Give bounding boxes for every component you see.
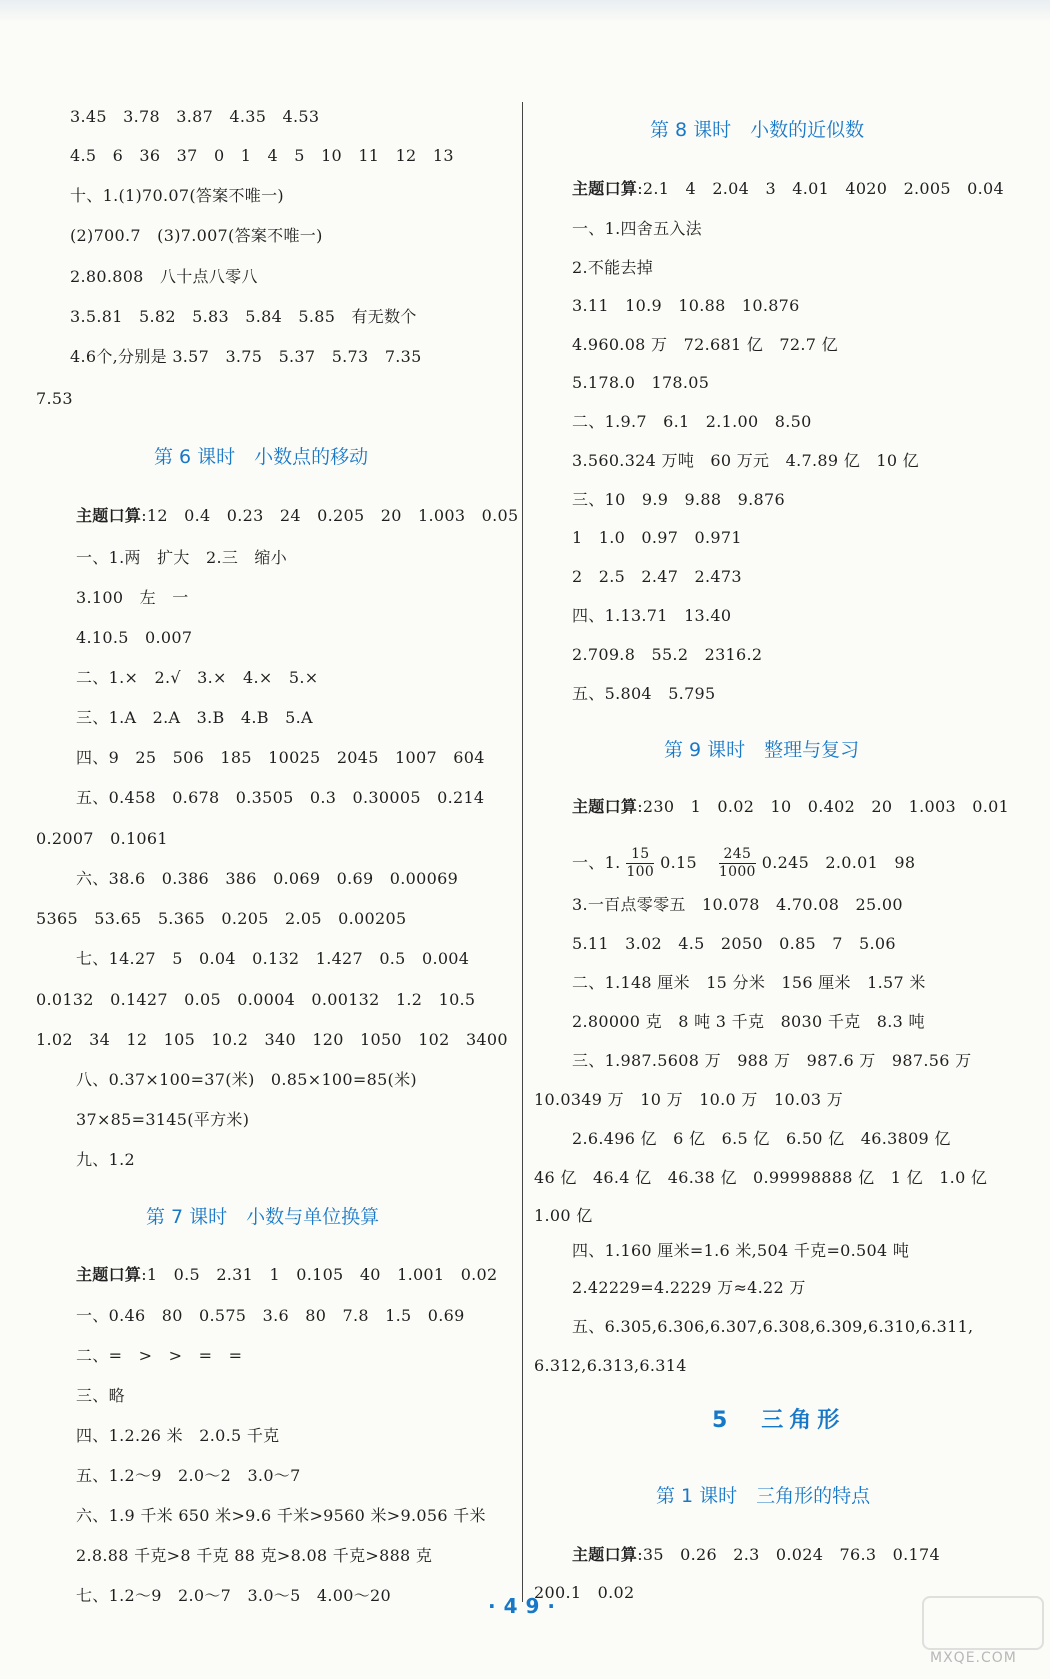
answer-line: 三、1.A 2.A 3.B 4.B 5.A xyxy=(76,708,313,727)
answer-line: 4.6个,分别是 3.57 3.75 5.37 5.73 7.35 xyxy=(70,347,422,366)
lesson-6-heading: 第 6 课时 小数点的移动 xyxy=(154,446,369,468)
answer-line: 3.100 左 一 xyxy=(76,588,189,607)
answer-line: 四、1.2.26 米 2.0.5 千克 xyxy=(76,1426,280,1445)
answer-line: 0.0132 0.1427 0.05 0.0004 0.00132 1.2 10.5 xyxy=(36,990,476,1009)
fraction-answer-line xyxy=(572,846,915,881)
answer-line: 5.11 3.02 4.5 2050 0.85 7 5.06 xyxy=(572,934,896,953)
answer-line: 3.11 10.9 10.88 10.876 xyxy=(572,296,800,315)
answer-line: 37×85=3145(平方米) xyxy=(76,1110,250,1129)
answer-line: 五、5.804 5.795 xyxy=(572,684,716,703)
answer-line: 一、1.四舍五入法 xyxy=(572,219,702,238)
answer-line: 二、= > > = = xyxy=(76,1346,243,1365)
lesson-1-heading: 第 1 课时 三角形的特点 xyxy=(656,1485,871,1507)
answer-line: 三、略 xyxy=(76,1386,125,1405)
fraction-denominator: 100 xyxy=(626,864,655,880)
column-divider xyxy=(522,102,523,1602)
kousuan-label: 主题口算 xyxy=(572,179,638,198)
answer-line: 主题口算:230 1 0.02 10 0.402 20 1.003 0.01 xyxy=(572,797,1010,816)
answer-line: 0.2007 0.1061 xyxy=(36,829,168,848)
answer-line: 十、1.(1)70.07(答案不唯一) xyxy=(70,186,284,205)
answer-line: 4.5 6 36 37 0 1 4 5 10 11 12 13 xyxy=(70,146,454,165)
answer-line: 2.80000 克 8 吨 3 千克 8030 千克 8.3 吨 xyxy=(572,1012,925,1031)
fraction-245-1000 xyxy=(719,846,756,881)
answer-line: 10.0349 万 10 万 10.0 万 10.03 万 xyxy=(534,1090,843,1109)
lesson-9-heading: 第 9 课时 整理与复习 xyxy=(664,739,860,761)
answer-line: 四、1.13.71 13.40 xyxy=(572,606,732,625)
answer-value: 0.15 xyxy=(660,853,697,872)
answer-line: 2.80.808 八十点八零八 xyxy=(70,267,258,286)
watermark xyxy=(922,1596,1040,1672)
answer-line: 1.00 亿 xyxy=(534,1206,593,1225)
answer-line: 6.312,6.313,6.314 xyxy=(534,1356,687,1375)
answer-line: 5.178.0 178.05 xyxy=(572,373,710,392)
watermark-logo-icon xyxy=(922,1596,1044,1650)
answer-line: 2.不能去掉 xyxy=(572,258,654,277)
fraction-15-100 xyxy=(626,846,654,881)
answer-line: 主题口算:1 0.5 2.31 1 0.105 40 1.001 0.02 xyxy=(76,1265,498,1284)
unit-5-heading: 5 三角形 xyxy=(712,1408,846,1433)
answer-line: 主题口算:35 0.26 2.3 0.024 76.3 0.174 xyxy=(572,1545,940,1564)
answer-line: 八、0.37×100=37(米) 0.85×100=85(米) xyxy=(76,1070,417,1089)
answer-line: 主题口算:12 0.4 0.23 24 0.205 20 1.003 0.05 xyxy=(76,506,519,525)
kousuan-label: 主题口算 xyxy=(572,797,638,816)
answer-line: 五、1.2～9 2.0～2 3.0～7 xyxy=(76,1466,301,1485)
lesson-7-heading: 第 7 课时 小数与单位换算 xyxy=(146,1206,380,1228)
answer-line: 一、0.46 80 0.575 3.6 80 7.8 1.5 0.69 xyxy=(76,1306,465,1325)
answer-line: 2 2.5 2.47 2.473 xyxy=(572,567,742,586)
answer-line: 3.5.81 5.82 5.83 5.84 5.85 有无数个 xyxy=(70,307,417,326)
answer-line: 四、9 25 506 185 10025 2045 1007 604 xyxy=(76,748,485,767)
answer-line: 六、1.9 千米 650 米>9.6 千米>9560 米>9.056 千米 xyxy=(76,1506,486,1525)
page-top-tint xyxy=(0,0,1050,22)
answer-line: 3.一百点零零五 10.078 4.70.08 25.00 xyxy=(572,895,903,914)
answer-line: 主题口算:2.1 4 2.04 3 4.01 4020 2.005 0.04 xyxy=(572,179,1004,198)
answer-line: 二、1.× 2.√ 3.× 4.× 5.× xyxy=(76,668,319,687)
answer-line: 2.709.8 55.2 2316.2 xyxy=(572,645,763,664)
answer-line: 五、6.305,6.306,6.307,6.308,6.309,6.310,6.311, xyxy=(572,1317,974,1336)
fraction-numerator: 15 xyxy=(626,846,654,864)
answer-line: 三、1.987.5608 万 988 万 987.6 万 987.56 万 xyxy=(572,1051,972,1070)
fraction-denominator: 1000 xyxy=(718,864,756,880)
answer-line: 九、1.2 xyxy=(76,1150,135,1169)
answer-line: 200.1 0.02 xyxy=(534,1583,635,1602)
answer-line: 4.10.5 0.007 xyxy=(76,628,193,647)
page-number: ·49· xyxy=(488,1594,564,1618)
kousuan-label: 主题口算 xyxy=(572,1545,638,1564)
answer-line: 3.560.324 万吨 60 万元 4.7.89 亿 10 亿 xyxy=(572,451,919,470)
answer-line: 2.42229=4.2229 万≈4.22 万 xyxy=(572,1278,806,1297)
answer-line: 4.960.08 万 72.681 亿 72.7 亿 xyxy=(572,335,838,354)
answer-line: 3.45 3.78 3.87 4.35 4.53 xyxy=(70,107,320,126)
answer-line: 三、10 9.9 9.88 9.876 xyxy=(572,490,785,509)
answer-line: 七、1.2～9 2.0～7 3.0～5 4.00～20 xyxy=(76,1586,391,1605)
answer-line: 五、0.458 0.678 0.3505 0.3 0.30005 0.214 xyxy=(76,788,485,807)
answer-line: (2)700.7 (3)7.007(答案不唯一) xyxy=(70,226,323,245)
answer-line: 二、1.9.7 6.1 2.1.00 8.50 xyxy=(572,412,812,431)
answer-line: 七、14.27 5 0.04 0.132 1.427 0.5 0.004 xyxy=(76,949,470,968)
lesson-8-heading: 第 8 课时 小数的近似数 xyxy=(650,119,865,141)
answer-line: 1.02 34 12 105 10.2 340 120 1050 102 3400 xyxy=(36,1030,508,1049)
answer-line: 四、1.160 厘米=1.6 米,504 千克=0.504 吨 xyxy=(572,1241,910,1260)
answer-line: 7.53 xyxy=(36,389,73,408)
answer-line: 46 亿 46.4 亿 46.38 亿 0.99998888 亿 1 亿 1.0 亿 xyxy=(534,1168,988,1187)
fraction-numerator: 245 xyxy=(719,846,756,864)
kousuan-label: 主题口算 xyxy=(76,506,142,525)
answer-line: 2.6.496 亿 6 亿 6.5 亿 6.50 亿 46.3809 亿 xyxy=(572,1129,951,1148)
answer-line: 一、1.两 扩大 2.三 缩小 xyxy=(76,548,288,567)
answer-line: 二、1.148 厘米 15 分米 156 厘米 1.57 米 xyxy=(572,973,926,992)
answer-line: 六、38.6 0.386 386 0.069 0.69 0.00069 xyxy=(76,869,459,888)
answer-prefix: 一、1. xyxy=(572,853,621,872)
answer-line: 2.8.88 千克>8 千克 88 克>8.08 千克>888 克 xyxy=(76,1546,433,1565)
kousuan-label: 主题口算 xyxy=(76,1265,142,1284)
answer-values: 0.245 2.0.01 98 xyxy=(761,853,916,872)
answer-line: 1 1.0 0.97 0.971 xyxy=(572,528,742,547)
answer-line: 5365 53.65 5.365 0.205 2.05 0.00205 xyxy=(36,909,407,928)
watermark-url: MXQE.COM xyxy=(930,1650,1017,1666)
